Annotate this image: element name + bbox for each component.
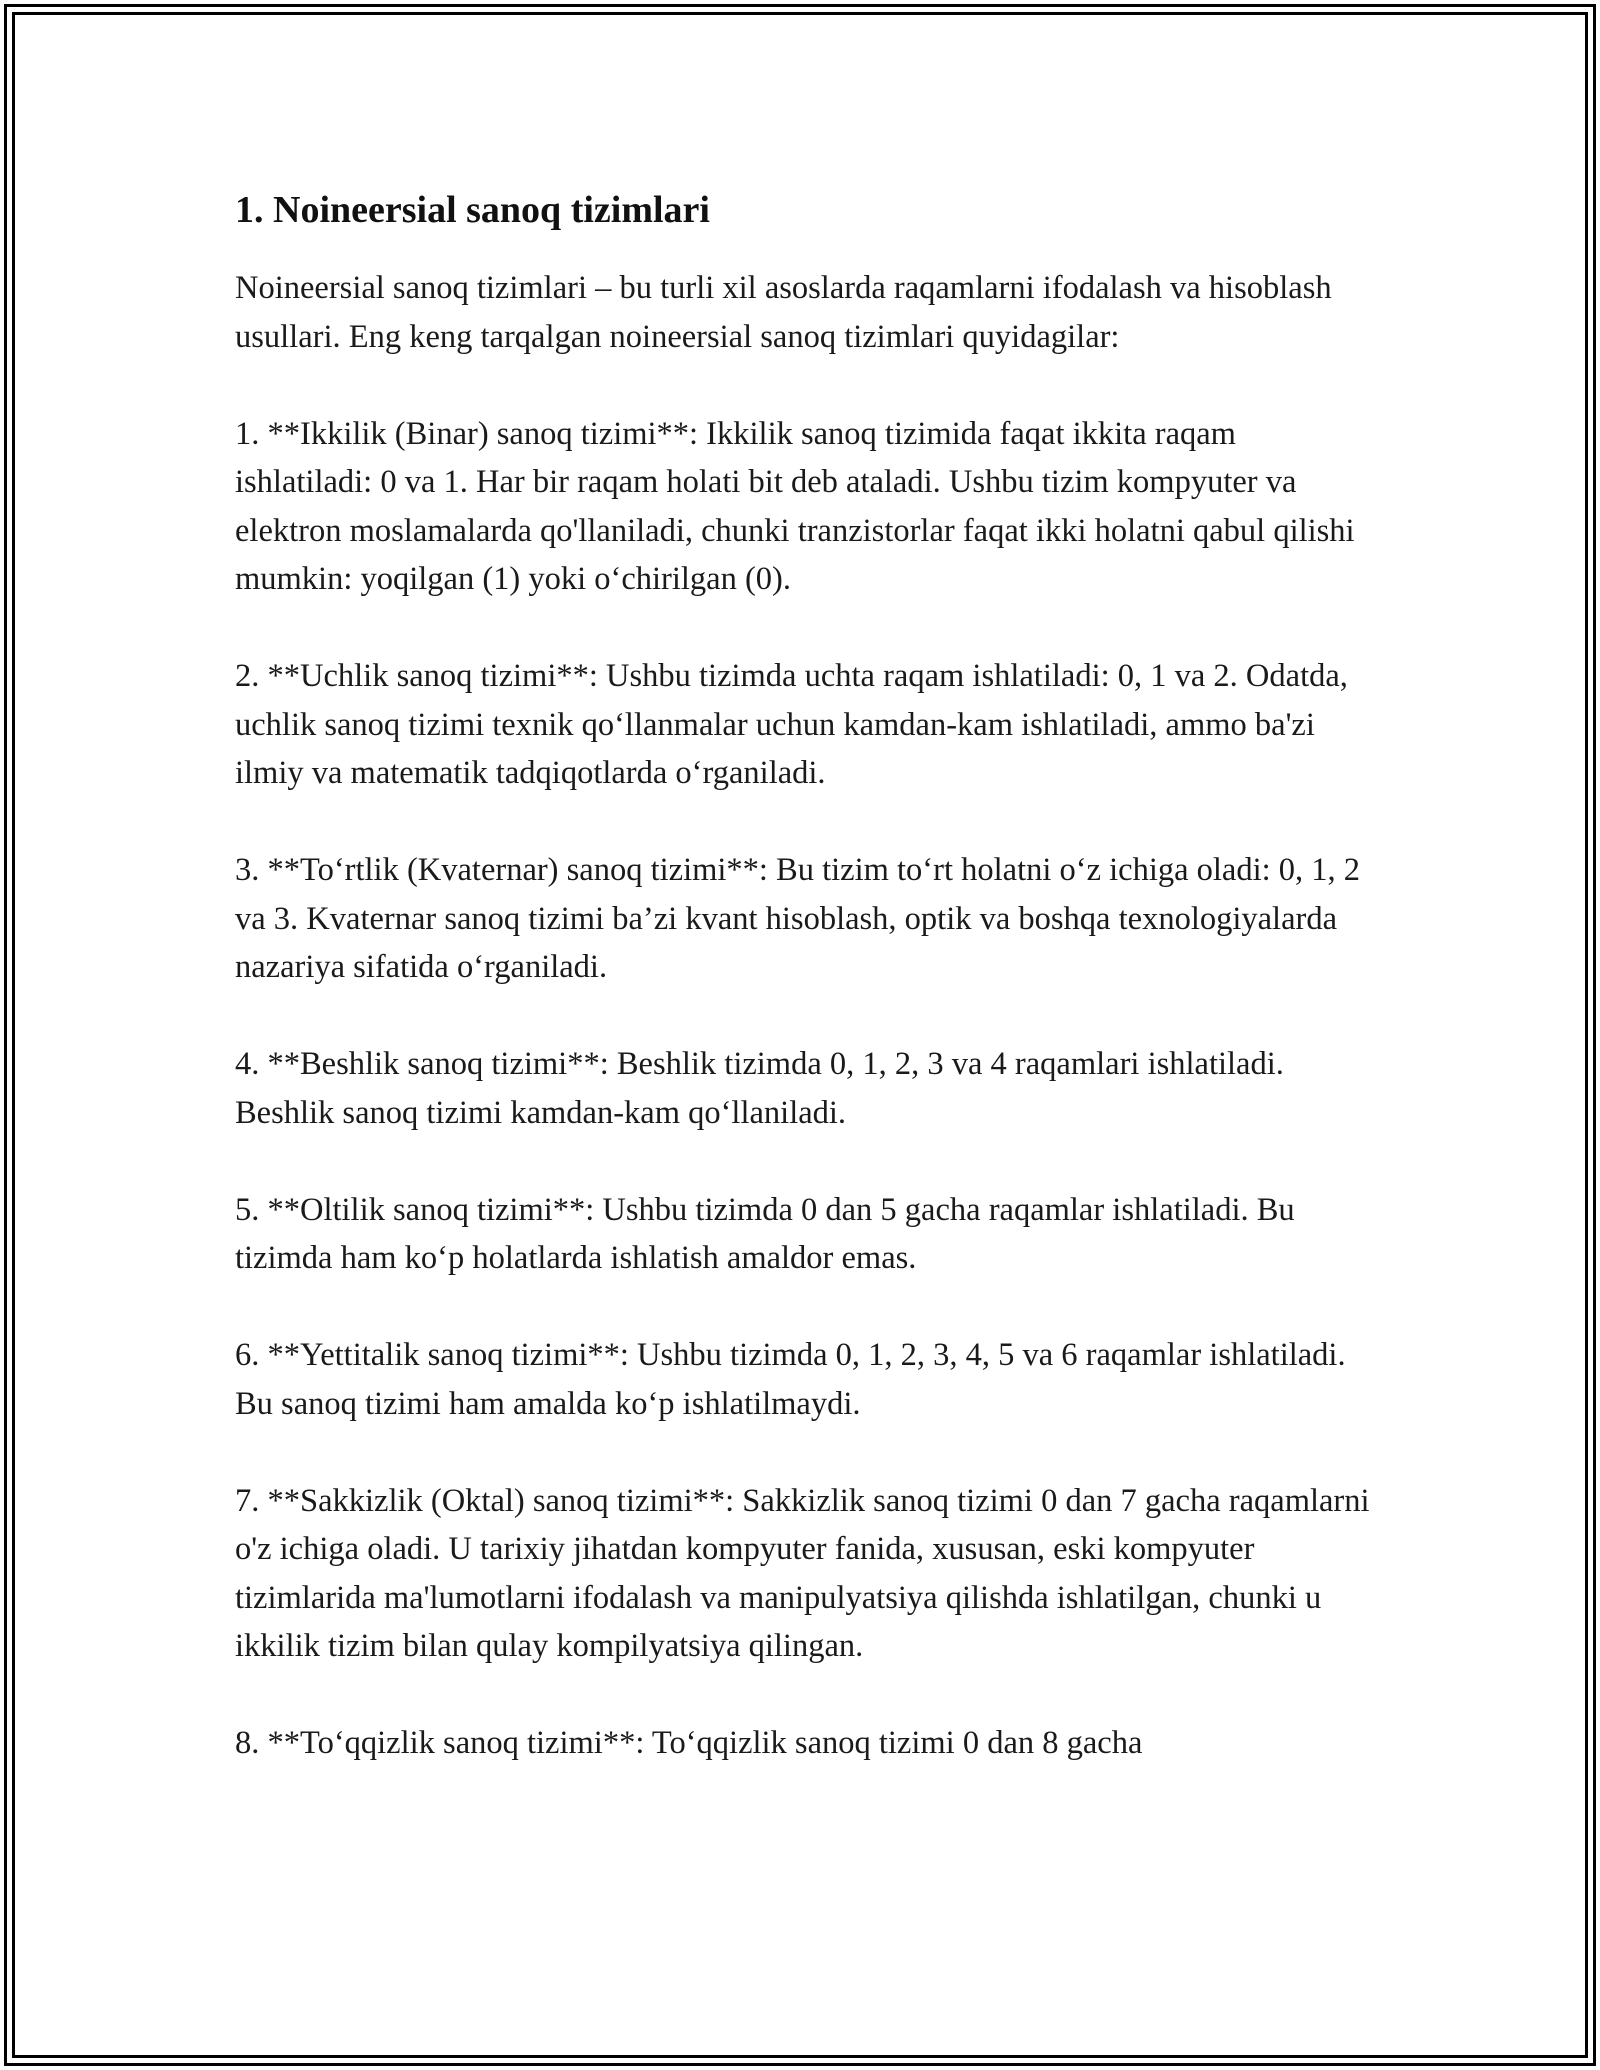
list-item-octal: 7. **Sakkizlik (Oktal) sanoq tizimi**: Sakkizlik sanoq tizimi 0 dan 7 gacha raqamlarni o'z ichiga oladi. U tarixiy jihatdan kompyuter fanida, xususan, eski kompyuter tizimlarida ma'lumotlarni ifodalash va manipulyatsiya qilishda ishlatilgan, chunki u ikkilik tizim bilan qulay kompilyatsiya qilingan.	[235, 1482, 1370, 1664]
list-item-binary: 1. **Ikkilik (Binar) sanoq tizimi**: Ikkilik sanoq tizimida faqat ikkita raqam ishlatiladi: 0 va 1. Har bir raqam holati bit deb ataladi. Ushbu tizim kompyuter va elektron moslamalarda qo'llaniladi, chunki tranzistorlar faqat ikki holatni qabul qilishi mumkin: yoqilgan (1) yoki o‘chirilgan (0).	[235, 415, 1355, 597]
list-item-quinary: 4. **Beshlik sanoq tizimi**: Beshlik tizimda 0, 1, 2, 3 va 4 raqamlari ishlatiladi. Beshlik sanoq tizimi kamdan-kam qo‘llaniladi.	[235, 1046, 1284, 1131]
list-item-septenary: 6. **Yettitalik sanoq tizimi**: Ushbu tizimda 0, 1, 2, 3, 4, 5 va 6 raqamlar ishlatiladi. Bu sanoq tizimi ham amalda ko‘p ishlatilmaydi.	[235, 1337, 1346, 1422]
section-title: 1. Noineersial sanoq tizimlari	[235, 189, 710, 231]
list-item-senary: 5. **Oltilik sanoq tizimi**: Ushbu tizimda 0 dan 5 gacha raqamlar ishlatiladi. Bu tizimda ham ko‘p holatlarda ishlatish amaldor emas.	[235, 1191, 1295, 1276]
document-body	[235, 186, 1375, 1768]
list-item-quaternary: 3. **To‘rtlik (Kvaternar) sanoq tizimi**: Bu tizim to‘rt holatni o‘z ichiga oladi: 0, 1, 2 va 3. Kvaternar sanoq tizimi ba’zi kvant hisoblash, optik va boshqa texnologiyalarda nazariya sifatida o‘rganiladi.	[235, 852, 1361, 985]
list-item-ternary: 2. **Uchlik sanoq tizimi**: Ushbu tizimda uchta raqam ishlatiladi: 0, 1 va 2. Odatda, uchlik sanoq tizimi texnik qo‘llanmalar uchun kamdan-kam ishlatiladi, ammo ba'zi ilmiy va matematik tadqiqotlarda o‘rganiladi.	[235, 658, 1348, 791]
list-item-nonary: 8. **To‘qqizlik sanoq tizimi**: To‘qqizlik sanoq tizimi 0 dan 8 gacha	[235, 1725, 1143, 1761]
intro-paragraph: Noineersial sanoq tizimlari – bu turli xil asoslarda raqamlarni ifodalash va hisoblash usullari. Eng keng tarqalgan noineersial sanoq tizimlari quyidagilar:	[235, 270, 1332, 355]
